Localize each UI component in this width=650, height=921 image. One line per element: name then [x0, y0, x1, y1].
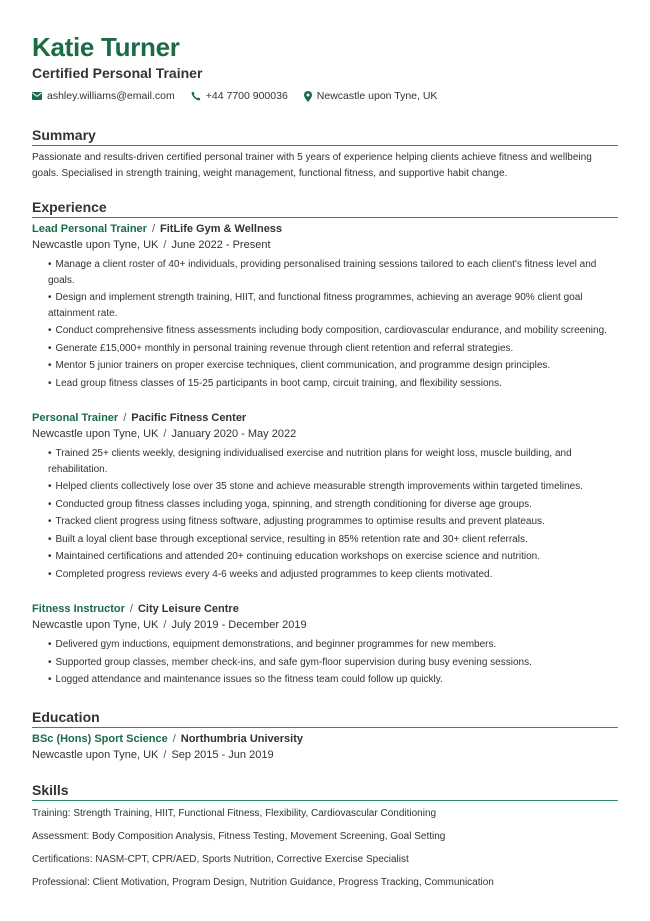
job-title: Fitness Instructor — [32, 603, 125, 615]
skill-line: Professional: Client Motivation, Program Design, Nutrition Guidance, Progress Tracking, Communication — [32, 876, 494, 888]
separator: / — [172, 732, 176, 745]
bullet-item: • Supported group classes, member check-ins, and safe gym-floor supervision during busy evening sessions. — [48, 655, 618, 671]
job-bullets — [32, 637, 618, 688]
phone-icon — [191, 91, 201, 101]
contact-email[interactable] — [32, 90, 175, 102]
education-location: Newcastle upon Tyne, UK — [32, 748, 159, 761]
experience-heading: Experience — [32, 199, 107, 215]
bullet-item: • Maintained certifications and attended 20+ continuing education workshops on exercise science and nutrition. — [48, 549, 618, 565]
phone-text: +44 7700 900036 — [205, 90, 288, 102]
bullet-item: • Helped clients collectively lose over 35 stone and achieve measurable strength improvements within targeted timelines. — [48, 479, 618, 495]
job-title: Personal Trainer — [32, 412, 119, 424]
education-dates: Sep 2015 - Jun 2019 — [171, 748, 274, 761]
education-meta — [32, 748, 618, 763]
job-title: Lead Personal Trainer — [32, 223, 147, 235]
summary-text: Passionate and results-driven certified personal trainer with 5 years of experience helping clients achieve fitness and wellbeing goals. Specialised in strength training, weight management, functional fitness, and supportive habit change. — [32, 152, 592, 179]
job-dates: January 2020 - May 2022 — [171, 428, 297, 440]
contact-location — [304, 90, 438, 102]
summary-heading: Summary — [32, 127, 96, 143]
separator: / — [163, 428, 167, 440]
separator: / — [163, 748, 167, 761]
school: Northumbria University — [180, 732, 304, 745]
bullet-item: • Logged attendance and maintenance issues so the fitness team could follow up quickly. — [48, 672, 618, 688]
job-dates: June 2022 - Present — [171, 239, 271, 251]
job-employer: FitLife Gym & Wellness — [160, 223, 283, 235]
job-employer: Pacific Fitness Center — [131, 412, 247, 424]
email-icon — [32, 92, 42, 100]
job-location: Newcastle upon Tyne, UK — [32, 619, 159, 631]
job-bullets — [32, 257, 618, 391]
job-meta — [32, 427, 618, 442]
job-dates: July 2019 - December 2019 — [171, 619, 307, 631]
separator: / — [163, 239, 167, 251]
education-section — [32, 708, 618, 763]
job-heading — [32, 602, 618, 617]
candidate-title: Certified Personal Trainer — [32, 65, 203, 81]
bullet-item: • Delivered gym inductions, equipment demonstrations, and beginner programmes for new members. — [48, 637, 618, 653]
location-text: Newcastle upon Tyne, UK — [316, 90, 438, 102]
contact-row — [32, 88, 618, 104]
education-heading: Education — [32, 708, 100, 725]
bullet-item: • Lead group fitness classes of 15-25 participants in boot camp, circuit training, and flexibility sessions. — [48, 376, 618, 392]
skill-line: Assessment: Body Composition Analysis, Fitness Testing, Movement Screening, Goal Setting — [32, 830, 446, 842]
education-heading-line — [32, 732, 618, 747]
separator: / — [129, 603, 133, 615]
bullet-item: • Conduct comprehensive fitness assessments including body composition, cardiovascular endurance, and mobility screening. — [48, 323, 618, 339]
bullet-item: • Design and implement strength training, HIIT, and functional fitness programmes, achieving an average 90% client goal attainment rate. — [48, 290, 618, 321]
job-entry — [32, 222, 618, 391]
job-location: Newcastle upon Tyne, UK — [32, 428, 159, 440]
job-entry — [32, 411, 618, 582]
separator: / — [151, 223, 155, 235]
job-heading — [32, 411, 618, 426]
bullet-item: • Trained 25+ clients weekly, designing individualised exercise and nutrition plans for weight loss, muscle building, and rehabilitation. — [48, 446, 618, 477]
job-meta — [32, 618, 618, 633]
skills-heading: Skills — [32, 781, 69, 798]
job-heading — [32, 222, 618, 237]
job-employer: City Leisure Centre — [137, 603, 239, 615]
bullet-item: • Conducted group fitness classes including yoga, spinning, and strength conditioning for diverse age groups. — [48, 497, 618, 513]
bullet-item: • Built a loyal client base through exceptional service, resulting in 85% retention rate and 30+ client referrals. — [48, 532, 618, 548]
job-entry — [32, 602, 618, 688]
email-text: ashley.williams@email.com — [47, 90, 175, 102]
section-divider — [32, 727, 618, 728]
section-divider — [32, 217, 618, 218]
resume-header — [32, 32, 618, 104]
bullet-item: • Tracked client progress using fitness software, adjusting programmes to optimise results and prevent plateaus. — [48, 514, 618, 530]
section-divider — [32, 800, 618, 801]
section-divider — [32, 145, 618, 146]
candidate-name: Katie Turner — [32, 32, 180, 62]
separator: / — [163, 619, 167, 631]
degree: BSc (Hons) Sport Science — [32, 732, 168, 745]
bullet-item: • Completed progress reviews every 4-6 weeks and adjusted programmes to keep clients motivated. — [48, 567, 618, 583]
contact-phone[interactable] — [191, 90, 288, 102]
job-location: Newcastle upon Tyne, UK — [32, 239, 159, 251]
bullet-item: • Mentor 5 junior trainers on proper exercise techniques, client communication, and programme design principles. — [48, 358, 618, 374]
bullet-item: • Generate £15,000+ monthly in personal training revenue through client retention and referral strategies. — [48, 341, 618, 357]
summary-section — [32, 126, 618, 182]
location-pin-icon — [304, 91, 312, 102]
job-bullets — [32, 446, 618, 582]
skill-line: Training: Strength Training, HIIT, Functional Fitness, Flexibility, Cardiovascular Conditioning — [32, 807, 437, 819]
bullet-item: • Manage a client roster of 40+ individuals, providing personalised training sessions tailored to each client's fitness level and goals. — [48, 257, 618, 288]
job-meta — [32, 238, 618, 253]
skills-section — [32, 781, 618, 890]
experience-section — [32, 198, 618, 688]
skill-line: Certifications: NASM-CPT, CPR/AED, Sports Nutrition, Corrective Exercise Specialist — [32, 853, 409, 865]
separator: / — [123, 412, 127, 424]
